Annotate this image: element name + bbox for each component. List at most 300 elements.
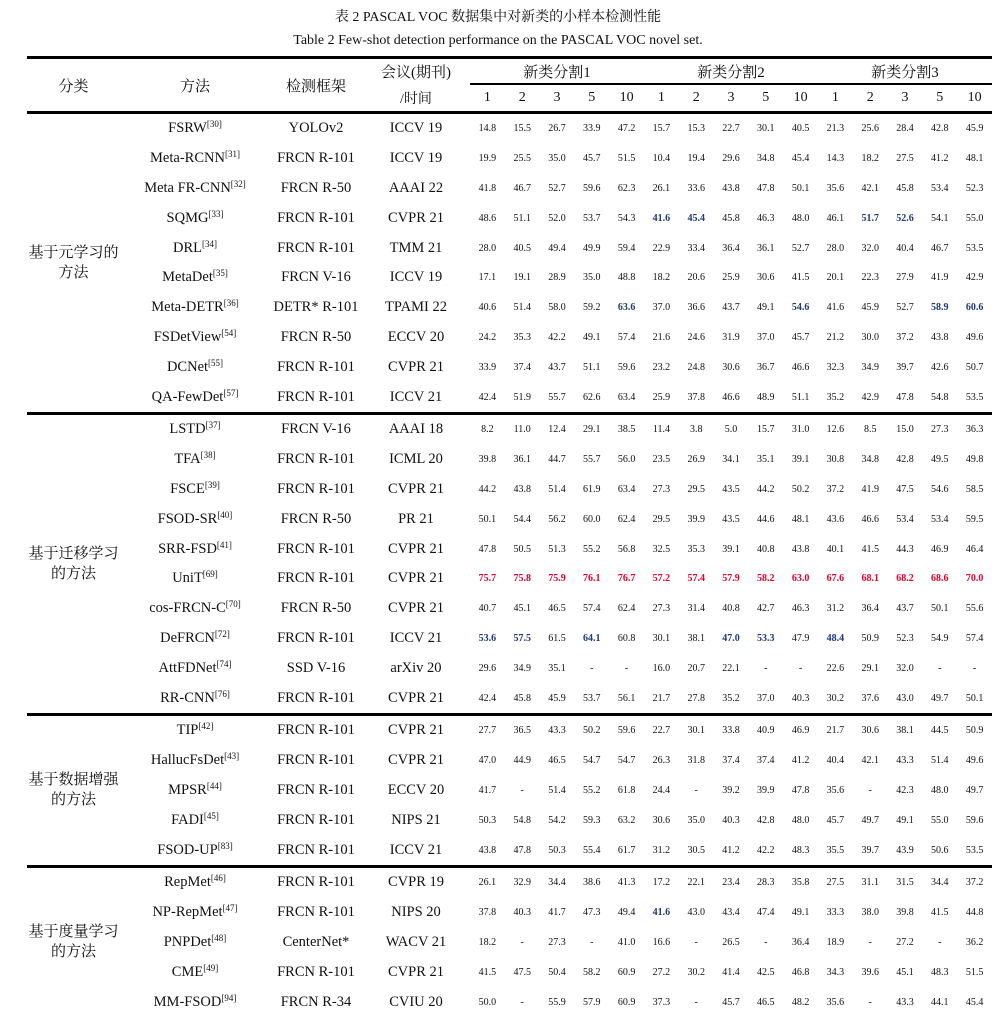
framework-cell: CenterNet* <box>282 933 350 950</box>
value-cell: 42.9 <box>861 391 879 403</box>
value-cell: 58.2 <box>757 573 775 585</box>
value-cell: 42.1 <box>861 182 879 194</box>
method-cell <box>120 683 270 714</box>
value-cell: 47.8 <box>757 182 775 194</box>
table-row <box>27 624 992 654</box>
category-label: 基于度量学习 <box>28 924 119 941</box>
value-cell: 63.2 <box>617 814 636 826</box>
value-cell: 53.7 <box>583 212 601 224</box>
value-cell: 40.3 <box>722 814 740 826</box>
value-cell: 68.6 <box>931 573 949 585</box>
method-cell <box>120 776 270 806</box>
table-row <box>27 445 992 475</box>
value-cell: 62.6 <box>583 391 601 403</box>
table-row <box>27 144 992 174</box>
value-cell: 10.4 <box>652 153 671 165</box>
value-cell: 64.1 <box>583 632 601 644</box>
header-shot: 2 <box>866 90 874 105</box>
value-cell: 29.1 <box>583 424 601 436</box>
value-cell: 38.1 <box>687 632 705 644</box>
table-row <box>27 534 992 564</box>
table-row <box>27 805 992 835</box>
value-cell: 53.7 <box>583 692 601 704</box>
value-cell: 18.2 <box>861 153 879 165</box>
method-name: FSRW <box>168 120 207 137</box>
table-row <box>27 776 992 806</box>
value-cell: 57.4 <box>583 603 601 615</box>
value-cell: 47.8 <box>513 844 531 856</box>
value-cell: 47.9 <box>791 632 810 644</box>
value-cell: 62.4 <box>617 603 636 615</box>
venue-cell: TMM 21 <box>389 239 443 256</box>
framework-cell: FRCN R-50 <box>280 179 352 196</box>
header-shot: 1 <box>483 90 491 105</box>
value-cell: 33.6 <box>687 182 705 194</box>
value-cell: 63.0 <box>791 573 810 585</box>
framework-cell: FRCN R-101 <box>277 388 355 405</box>
category-cell <box>27 113 120 414</box>
venue-cell: NIPS 20 <box>391 904 441 921</box>
citation-ref: [36] <box>223 298 239 309</box>
value-cell: 46.9 <box>791 725 810 737</box>
value-cell: 47.2 <box>617 123 636 135</box>
value-cell: 24.6 <box>687 331 705 343</box>
value-cell: 40.5 <box>513 242 531 254</box>
value-cell: 41.7 <box>478 784 497 796</box>
value-cell: 42.4 <box>478 692 497 704</box>
value-cell: 47.5 <box>896 483 914 495</box>
value-cell: 41.2 <box>931 153 949 165</box>
value-cell: 43.0 <box>687 907 705 919</box>
value-cell: 58.2 <box>583 966 601 978</box>
value-cell: 27.2 <box>896 936 914 948</box>
table-row <box>27 263 992 293</box>
value-cell: 34.4 <box>931 877 949 889</box>
value-cell: 43.8 <box>931 331 949 343</box>
value-cell: 32.3 <box>826 361 845 373</box>
value-cell: 59.5 <box>965 513 984 525</box>
value-cell: 26.7 <box>548 123 566 135</box>
value-cell: 61.7 <box>617 844 636 856</box>
header-shot: 2 <box>692 90 700 105</box>
value-cell: 37.8 <box>687 391 705 403</box>
table-row <box>27 323 992 353</box>
framework-cell: FRCN R-101 <box>277 811 355 828</box>
table-row <box>27 866 992 897</box>
value-cell: 48.3 <box>931 966 949 978</box>
table-title-en: Table 2 Few-shot detection performance on the PASCAL VOC novel set. <box>293 33 703 48</box>
method-name: LSTD <box>169 421 206 438</box>
venue-cell: CVPR 21 <box>387 689 444 706</box>
value-cell: 50.0 <box>478 996 497 1008</box>
value-cell: 35.2 <box>826 391 845 403</box>
value-cell: 56.0 <box>617 454 636 466</box>
value-cell: 47.0 <box>722 632 740 644</box>
category-cell <box>27 714 120 866</box>
value-cell: 16.0 <box>652 662 671 674</box>
venue-cell: CVPR 19 <box>387 874 444 891</box>
value-cell: 38.5 <box>617 424 636 436</box>
value-cell: 18.2 <box>478 936 497 948</box>
value-cell: 37.8 <box>478 907 497 919</box>
value-cell: 48.0 <box>791 212 810 224</box>
value-cell: 50.1 <box>478 513 497 525</box>
category-label: 基于数据增强 <box>28 772 119 789</box>
value-cell: 35.2 <box>722 692 740 704</box>
value-cell: 46.9 <box>931 543 949 555</box>
value-cell: 55.2 <box>583 784 601 796</box>
value-cell: 36.4 <box>791 936 810 948</box>
value-cell: 39.1 <box>722 543 740 555</box>
value-cell: 24.8 <box>687 361 705 373</box>
value-cell: 41.5 <box>931 907 949 919</box>
value-cell: 37.2 <box>965 877 984 889</box>
venue-cell: CVIU 20 <box>389 993 443 1010</box>
value-cell: 41.7 <box>548 907 566 919</box>
value-cell: 54.8 <box>931 391 949 403</box>
table-header <box>27 58 992 113</box>
citation-ref: [57] <box>223 387 239 398</box>
value-cell: 43.8 <box>722 182 740 194</box>
value-cell: 41.9 <box>861 483 879 495</box>
value-cell: 63.6 <box>617 302 636 314</box>
value-cell: 54.7 <box>617 755 636 767</box>
value-cell: 36.1 <box>513 454 531 466</box>
value-cell: 31.2 <box>652 844 671 856</box>
framework-cell: FRCN R-101 <box>277 904 355 921</box>
header-shot: 10 <box>793 90 808 105</box>
header-shot: 3 <box>553 90 561 105</box>
value-cell: 68.2 <box>896 573 914 585</box>
method-name: SRR-FSD <box>158 540 217 557</box>
value-cell: 54.7 <box>583 755 601 767</box>
value-cell: 47.3 <box>583 907 601 919</box>
value-cell: 14.3 <box>826 153 845 165</box>
value-cell: 49.4 <box>617 907 636 919</box>
value-cell: 43.6 <box>826 513 845 525</box>
framework-cell: FRCN R-101 <box>277 629 355 646</box>
value-cell: 58.5 <box>965 483 984 495</box>
value-cell: 41.6 <box>826 302 845 314</box>
value-cell: 51.7 <box>861 212 879 224</box>
citation-ref: [72] <box>214 628 230 639</box>
method-cell <box>120 746 270 776</box>
value-cell: 45.8 <box>513 692 531 704</box>
value-cell: 54.2 <box>548 814 566 826</box>
value-cell: 51.5 <box>965 966 984 978</box>
value-cell: 30.1 <box>757 123 775 135</box>
framework-cell: FRCN R-50 <box>280 510 352 527</box>
value-cell: 59.6 <box>583 182 601 194</box>
venue-cell: CVPR 21 <box>387 570 444 587</box>
table-title-cn: 表 2 PASCAL VOC 数据集中对新类的小样本检测性能 <box>334 10 662 25</box>
value-cell: 37.0 <box>757 692 775 704</box>
category-cell <box>27 413 120 714</box>
category-label: 方法 <box>58 264 89 281</box>
value-cell: - <box>868 784 872 796</box>
value-cell: 49.1 <box>896 814 914 826</box>
value-cell: 18.2 <box>652 272 671 284</box>
value-cell: 36.1 <box>757 242 775 254</box>
value-cell: 57.4 <box>617 331 636 343</box>
framework-cell: FRCN R-101 <box>277 451 355 468</box>
venue-cell: ECCV 20 <box>387 328 445 345</box>
table-row <box>27 957 992 987</box>
header-shot: 10 <box>967 90 982 105</box>
table-section <box>27 413 992 714</box>
value-cell: 15.3 <box>687 123 705 135</box>
value-cell: 24.2 <box>478 331 497 343</box>
value-cell: 45.8 <box>896 182 914 194</box>
value-cell: 61.8 <box>617 784 636 796</box>
method-name: TFA <box>174 451 201 468</box>
value-cell: 40.3 <box>513 907 531 919</box>
value-cell: - <box>694 936 698 948</box>
citation-ref: [32] <box>230 178 246 189</box>
value-cell: 58.9 <box>931 302 949 314</box>
value-cell: 54.6 <box>791 302 810 314</box>
value-cell: 48.1 <box>791 513 810 525</box>
category-label: 的方法 <box>50 565 96 582</box>
value-cell: 53.4 <box>931 182 949 194</box>
method-name: MPSR <box>168 781 207 798</box>
value-cell: 18.9 <box>826 936 845 948</box>
value-cell: 41.3 <box>617 877 636 889</box>
framework-cell: FRCN R-101 <box>277 841 355 858</box>
value-cell: 22.7 <box>652 725 671 737</box>
header-framework: 检测框架 <box>285 78 346 95</box>
value-cell: 33.3 <box>826 907 845 919</box>
table-row <box>27 113 992 144</box>
venue-cell: ICCV 21 <box>389 841 443 858</box>
citation-ref: [94] <box>221 992 237 1003</box>
value-cell: 31.1 <box>861 877 879 889</box>
header-shot: 3 <box>901 90 909 105</box>
table-row <box>27 174 992 204</box>
value-cell: 56.8 <box>617 543 636 555</box>
venue-cell: AAAI 18 <box>388 421 444 438</box>
value-cell: 21.3 <box>826 123 845 135</box>
value-cell: 25.9 <box>722 272 740 284</box>
value-cell: 45.4 <box>965 996 984 1008</box>
value-cell: 39.9 <box>687 513 705 525</box>
venue-cell: CVPR 21 <box>387 752 444 769</box>
citation-ref: [40] <box>217 509 233 520</box>
value-cell: 27.3 <box>548 936 566 948</box>
framework-cell: FRCN R-101 <box>277 150 355 167</box>
citation-ref: [70] <box>225 599 241 610</box>
table-row <box>27 504 992 534</box>
value-cell: 43.7 <box>548 361 566 373</box>
value-cell: 49.1 <box>583 331 601 343</box>
method-cell <box>120 475 270 505</box>
method-name: MetaDet <box>162 269 213 286</box>
table-row <box>27 352 992 382</box>
method-cell <box>120 835 270 866</box>
value-cell: 35.6 <box>826 784 845 796</box>
citation-ref: [35] <box>212 268 228 279</box>
value-cell: 44.2 <box>478 483 497 495</box>
table-row <box>27 382 992 413</box>
venue-cell: ICCV 21 <box>389 388 443 405</box>
value-cell: 47.8 <box>478 543 497 555</box>
value-cell: 22.9 <box>652 242 671 254</box>
value-cell: 55.0 <box>965 212 984 224</box>
method-cell <box>120 144 270 174</box>
value-cell: 30.1 <box>652 632 671 644</box>
header-split-3: 新类分割3 <box>818 58 992 85</box>
value-cell: 34.8 <box>757 153 775 165</box>
value-cell: 44.1 <box>931 996 949 1008</box>
value-cell: 42.2 <box>548 331 566 343</box>
value-cell: 41.5 <box>478 966 497 978</box>
value-cell: - <box>624 662 629 674</box>
table-section <box>27 714 992 866</box>
value-cell: 27.3 <box>931 424 949 436</box>
venue-cell: CVPR 21 <box>387 480 444 497</box>
value-cell: 62.3 <box>617 182 636 194</box>
value-cell: 32.0 <box>896 662 914 674</box>
value-cell: 60.9 <box>617 996 636 1008</box>
value-cell: 50.4 <box>548 966 566 978</box>
citation-ref: [46] <box>210 873 226 884</box>
value-cell: 35.0 <box>583 272 601 284</box>
value-cell: 53.3 <box>757 632 775 644</box>
value-cell: 49.7 <box>931 692 949 704</box>
value-cell: 27.5 <box>826 877 845 889</box>
category-label: 基于迁移学习 <box>28 545 119 562</box>
method-name: UniT <box>172 570 203 587</box>
method-name: NP-RepMet <box>152 904 223 921</box>
framework-cell: FRCN R-101 <box>277 239 355 256</box>
value-cell: 32.0 <box>861 242 879 254</box>
value-cell: 41.4 <box>722 966 740 978</box>
value-cell: 46.1 <box>826 212 845 224</box>
value-cell: 30.1 <box>687 725 705 737</box>
value-cell: 20.6 <box>687 272 705 284</box>
value-cell: 37.0 <box>757 331 775 343</box>
value-cell: 36.4 <box>861 603 879 615</box>
header-method: 方法 <box>179 78 210 95</box>
value-cell: 44.5 <box>931 725 949 737</box>
table-row <box>27 413 992 444</box>
header-split-1: 新类分割1 <box>470 58 644 85</box>
table-row <box>27 203 992 233</box>
value-cell: 37.0 <box>652 302 671 314</box>
value-cell: 49.5 <box>931 454 949 466</box>
value-cell: 15.5 <box>513 123 531 135</box>
framework-cell: FRCN R-101 <box>277 540 355 557</box>
value-cell: 51.1 <box>791 391 810 403</box>
venue-cell: CVPR 21 <box>387 600 444 617</box>
value-cell: 45.7 <box>722 996 740 1008</box>
value-cell: 43.7 <box>896 603 914 615</box>
table-row <box>27 233 992 263</box>
value-cell: 39.7 <box>861 844 879 856</box>
value-cell: 27.7 <box>478 725 497 737</box>
value-cell: 35.3 <box>513 331 531 343</box>
method-name: cos-FRCN-C <box>149 600 226 617</box>
value-cell: 55.9 <box>548 996 566 1008</box>
value-cell: 46.5 <box>548 755 566 767</box>
value-cell: 30.0 <box>861 331 879 343</box>
method-cell <box>120 233 270 263</box>
value-cell: 37.6 <box>861 692 879 704</box>
value-cell: 50.5 <box>513 543 531 555</box>
value-cell: 53.4 <box>931 513 949 525</box>
framework-cell: FRCN V-16 <box>281 421 351 438</box>
value-cell: - <box>694 996 698 1008</box>
citation-ref: [76] <box>214 688 230 699</box>
framework-cell: FRCN R-101 <box>277 480 355 497</box>
framework-cell: FRCN R-101 <box>277 781 355 798</box>
value-cell: 26.5 <box>722 936 740 948</box>
value-cell: 28.9 <box>548 272 566 284</box>
value-cell: 54.3 <box>617 212 636 224</box>
method-name: Meta-DETR <box>151 299 224 316</box>
value-cell: 31.5 <box>896 877 914 889</box>
value-cell: 41.8 <box>478 182 497 194</box>
citation-ref: [45] <box>203 810 219 821</box>
value-cell: 55.2 <box>583 543 601 555</box>
value-cell: 53.4 <box>896 513 914 525</box>
table-row <box>27 475 992 505</box>
value-cell: 33.9 <box>583 123 601 135</box>
value-cell: 35.8 <box>791 877 810 889</box>
value-cell: 40.1 <box>826 543 845 555</box>
value-cell: 46.4 <box>965 543 984 555</box>
table-row <box>27 987 992 1017</box>
value-cell: 17.1 <box>478 272 497 284</box>
value-cell: 43.0 <box>896 692 914 704</box>
value-cell: 41.5 <box>791 272 810 284</box>
value-cell: 15.0 <box>896 424 914 436</box>
value-cell: 22.6 <box>826 662 845 674</box>
value-cell: 12.6 <box>826 424 845 436</box>
value-cell: - <box>764 936 768 948</box>
value-cell: 35.3 <box>687 543 705 555</box>
value-cell: 46.7 <box>513 182 531 194</box>
value-cell: 45.4 <box>687 212 705 224</box>
value-cell: 51.4 <box>548 784 566 796</box>
value-cell: 53.6 <box>478 632 497 644</box>
framework-cell: FRCN R-50 <box>280 328 352 345</box>
value-cell: 11.4 <box>652 424 670 436</box>
value-cell: 15.7 <box>757 424 775 436</box>
value-cell: 31.2 <box>826 603 845 615</box>
value-cell: 19.9 <box>478 153 497 165</box>
venue-cell: CVPR 21 <box>387 722 444 739</box>
value-cell: 39.1 <box>791 454 810 466</box>
value-cell: 3.8 <box>689 424 703 436</box>
value-cell: 53.5 <box>965 391 984 403</box>
value-cell: 49.1 <box>791 907 810 919</box>
citation-ref: [37] <box>205 420 221 431</box>
value-cell: 36.5 <box>513 725 531 737</box>
value-cell: 40.3 <box>791 692 810 704</box>
method-name: DRL <box>173 239 202 256</box>
value-cell: 23.5 <box>652 454 671 466</box>
value-cell: 47.5 <box>513 966 531 978</box>
venue-cell: arXiv 20 <box>390 659 442 676</box>
value-cell: 30.2 <box>687 966 705 978</box>
citation-ref: [55] <box>208 357 224 368</box>
value-cell: 35.6 <box>826 182 845 194</box>
value-cell: 44.8 <box>965 907 984 919</box>
method-name: FSDetView <box>153 328 222 345</box>
citation-ref: [43] <box>224 751 240 762</box>
value-cell: 55.7 <box>583 454 601 466</box>
